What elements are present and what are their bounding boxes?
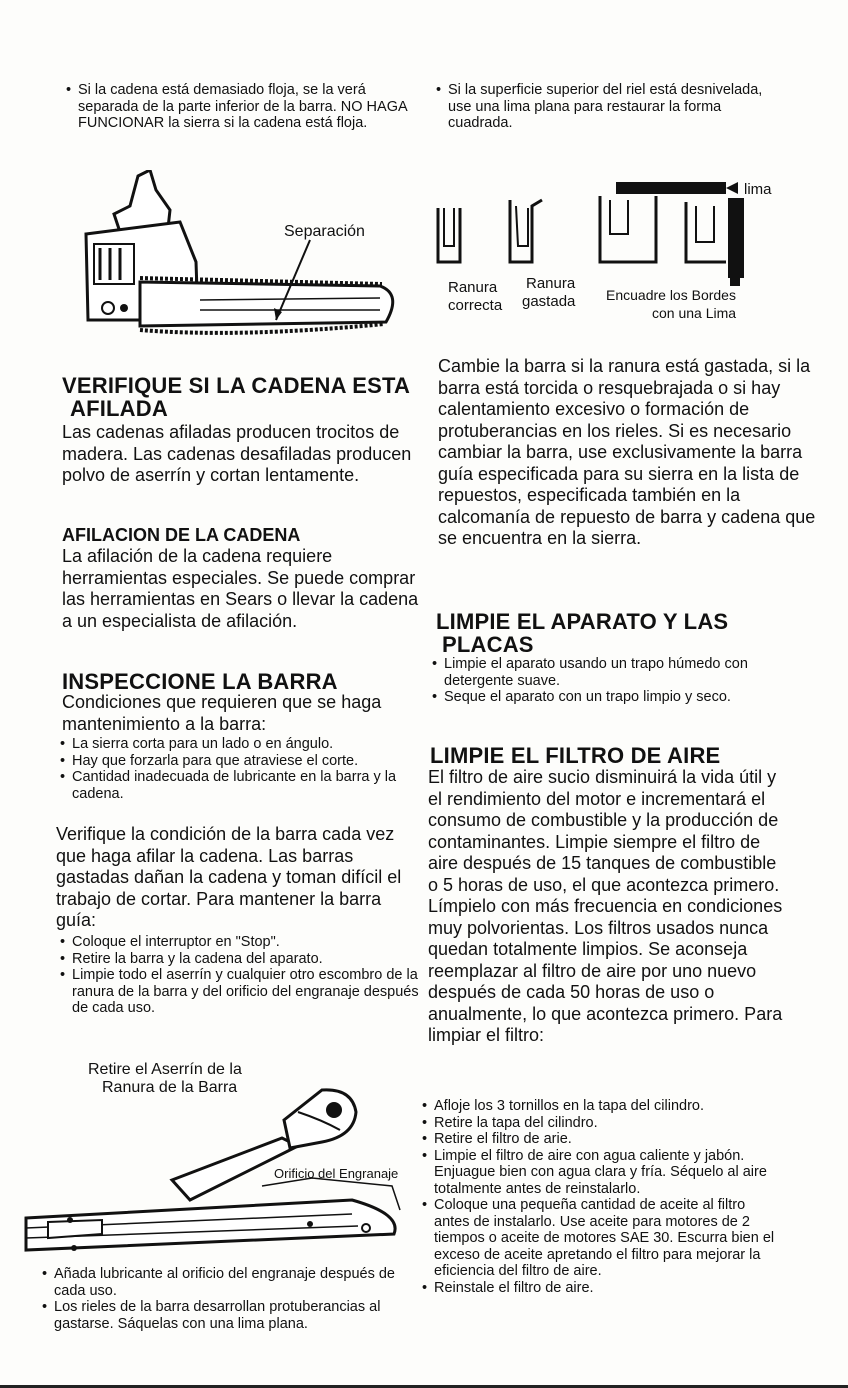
list-item: • Reinstale el filtro de aire.	[420, 1280, 780, 1297]
heading-afilacion: AFILACION DE LA CADENA	[62, 525, 301, 545]
groove-profiles-figure	[434, 172, 774, 322]
heading-limpie-aparato: LIMPIE EL APARATO Y LAS PLACAS	[436, 609, 729, 657]
heading-chain-sharp: VERIFIQUE SI LA CADENA ESTA AFILADA	[62, 373, 411, 421]
svg-text:con una Lima: con una Lima	[652, 305, 737, 321]
label-encuadre: Encuadre los Bordes	[606, 287, 736, 303]
barra-body: Verifique la condición de la barra cada vez que haga afilar la cadena. Las barras gastadas dañan la cadena y toman difícil el trabajo de cortar. Para mantener la barra guía:	[56, 824, 402, 930]
chain-loose-warning	[64, 82, 420, 132]
limpie-list	[430, 656, 810, 706]
list-item: • Retire el filtro de arie.	[420, 1131, 780, 1148]
svg-text:gastada: gastada	[522, 293, 576, 310]
list-item: • Limpie el filtro de aire con agua caliente y jabón. Enjuague bien con agua clara y fría. Séquelo al aire totalmente antes de reinstalarlo.	[420, 1148, 780, 1198]
list-item: • Si la cadena está demasiado floja, se la verá separada de la parte inferior de la barra. NO HAGA FUNCIONAR la sierra si la cadena está floja.	[64, 82, 420, 132]
label-ranura-gastada: Ranura	[526, 275, 576, 292]
list-item: • Cantidad inadecuada de lubricante en la barra y la cadena.	[58, 769, 422, 802]
afilacion-text: La afilación de la cadena requiere herramientas especiales. Se puede comprar las herramientas en Sears o llevar la cadena a un especialista de afilación.	[62, 546, 419, 631]
figure-label-ranura: Ranura de la Barra	[102, 1079, 238, 1096]
list-item: • Coloque una pequeña cantidad de aceite al filtro antes de instalarlo. Use aceite para motores de 2 tiempos o aceite de motores SAE 30. Escurra bien el exceso de aceite apretando el filtro para mejorar la eficiencia del filtro de aire.	[420, 1197, 780, 1280]
filtro-steps-list	[420, 1098, 780, 1296]
list-item: • Los rieles de la barra desarrollan protuberancias al gastarse. Sáquelas con una lima plana.	[40, 1299, 404, 1332]
figure-label-separacion: Separación	[284, 223, 365, 240]
list-item: • Limpie todo el aserrín y cualquier otro escombro de la ranura de la barra y del orificio del engranaje después de cada uso.	[58, 967, 422, 1017]
figure-label-lima: lima	[744, 181, 772, 198]
list-item: • Si la superficie superior del riel está desnivelada, use una lima plana para restaurar la forma cuadrada.	[434, 82, 784, 132]
label-ranura-correcta: Ranura	[448, 279, 498, 296]
barra-intro: Condiciones que requieren que se haga mantenimiento a la barra:	[62, 692, 382, 734]
list-item: • Añada lubricante al orificio del engranaje después de cada uso.	[40, 1266, 404, 1299]
list-item: • Afloje los 3 tornillos en la tapa del cilindro.	[420, 1098, 780, 1115]
figure-label-retire: Retire el Aserrín de la	[88, 1061, 242, 1078]
cambie-text: Cambie la barra si la ranura está gastada, si la barra está torcida o resquebrajada o si hay calentamiento excesivo o formación de protuberancias en los rieles. Si es necesario cambiar la barra, use exclusivamente la barra guía especificada para su sierra en la lista de repuestos, especificada también en la calcomanía de repuesto de barra y cadena que se encuentra en la sierra.	[438, 356, 816, 548]
list-item: • Limpie el aparato usando un trapo húmedo con detergente suave.	[430, 656, 810, 689]
list-item: • Retire la tapa del cilindro.	[420, 1115, 780, 1132]
list-item: • Hay que forzarla para que atraviese el corte.	[58, 753, 422, 770]
list-item: • Retire la barra y la cadena del aparato.	[58, 951, 422, 968]
bar-groove-figure	[22, 1050, 422, 1262]
barra-steps-list	[58, 934, 422, 1017]
list-item: • Coloque el interruptor en "Stop".	[58, 934, 422, 951]
barra-conditions-list	[58, 736, 422, 802]
chain-sharp-text: Las cadenas afiladas producen trocitos de madera. Las cadenas desafiladas producen polvo de aserrín y cortan lentamente.	[62, 422, 412, 485]
final-bullets-list	[40, 1266, 404, 1332]
list-item: • Seque el aparato con un trapo limpio y seco.	[430, 689, 810, 706]
svg-text:correcta: correcta	[448, 297, 503, 314]
heading-limpie-filtro: LIMPIE EL FILTRO DE AIRE	[430, 743, 721, 768]
figure-label-orificio: Orificio del Engranaje	[274, 1166, 399, 1181]
rail-uneven-note	[434, 82, 784, 132]
heading-inspeccione-barra: INSPECCIONE LA BARRA	[62, 669, 338, 694]
chain-separation-figure	[80, 170, 400, 340]
list-item: • La sierra corta para un lado o en ángulo.	[58, 736, 422, 753]
filtro-text: El filtro de aire sucio disminuirá la vida útil y el rendimiento del motor e incrementará el consumo de combustible y la producción de contaminantes. Limpie siempre el filtro de aire después de 15 tanques de combustible o 5 horas de uso, el que acontezca primero. Límpielo con más frecuencia en condiciones muy polvorientas. Los filtros usados nunca quedan totalmente limpios. Se aconseja reemplazar al filtro de aire por uno nuevo después de cada 50 horas de uso o anualmente, lo que acontezca primero. Para limpiar el filtro:	[428, 767, 783, 1045]
